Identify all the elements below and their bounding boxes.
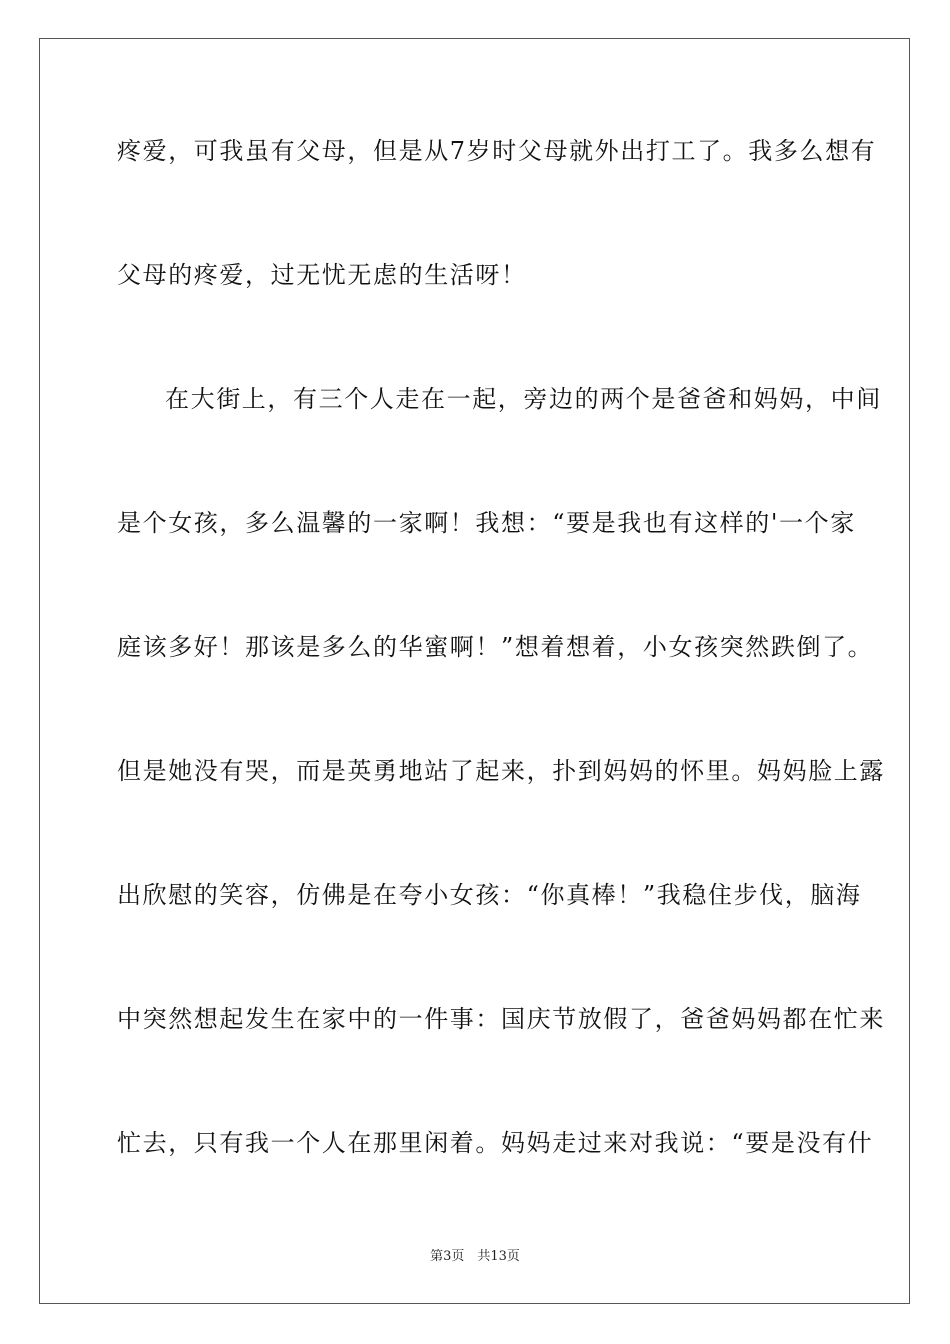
- text-line: 是个女孩，多么温馨的一家啊！我想：“要是我也有这样的'一个家: [117, 509, 856, 537]
- text-line: 中突然想起发生在家中的一件事：国庆节放假了，爸爸妈妈都在忙来: [117, 1005, 885, 1033]
- page-number: 第3页 共13页: [430, 1249, 520, 1264]
- page-frame: [39, 38, 910, 1304]
- paragraph-first-line: 在大街上，有三个人走在一起，旁边的两个是爸爸和妈妈，中间: [165, 385, 882, 413]
- text-line: 忙去，只有我一个人在那里闲着。妈妈走过来对我说：“要是没有什: [117, 1129, 874, 1157]
- text-line: 父母的疼爱，过无忧无虑的生活呀！: [117, 261, 527, 289]
- text-line: 出欣慰的笑容，仿佛是在夸小女孩：“你真棒！”我稳住步伐，脑海: [117, 881, 862, 909]
- text-line: 庭该多好！那该是多么的华蜜啊！”想着想着，小女孩突然跌倒了。: [117, 633, 874, 661]
- text-line: 疼爱，可我虽有父母，但是从7岁时父母就外出打工了。我多么想有: [117, 137, 877, 165]
- text-line: 但是她没有哭，而是英勇地站了起来，扑到妈妈的怀里。妈妈脸上露: [117, 757, 885, 785]
